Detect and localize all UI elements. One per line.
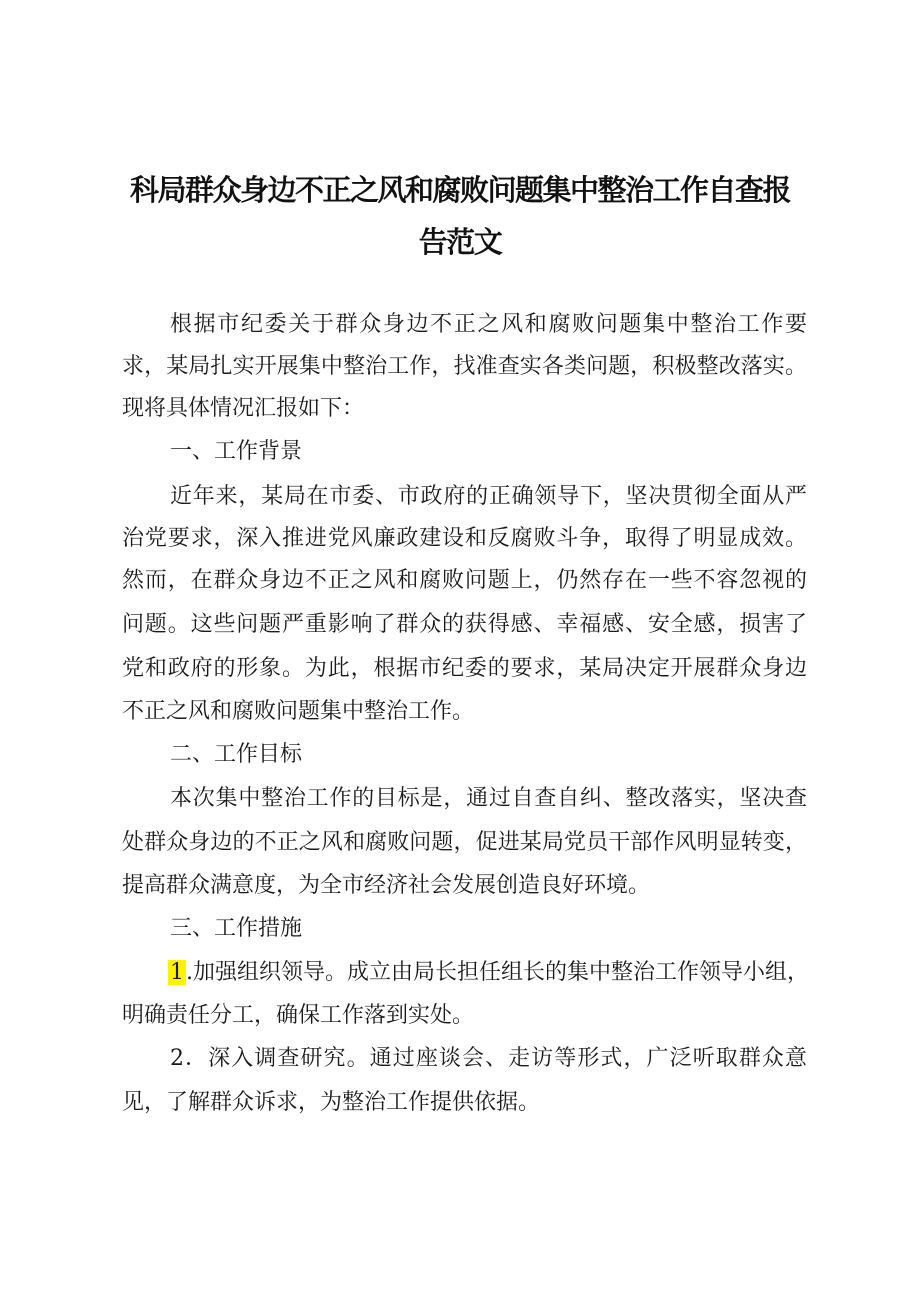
measure-2-line-2: 见，了解群众诉求，为整治工作提供依据。: [122, 1090, 541, 1115]
section-1-line-4: 问题。这些问题严重影响了群众的获得感、幸福感、安全感，损害了: [122, 612, 807, 637]
measure-1-line-1: [170, 958, 807, 988]
intro-line-3: 现将具体情况汇报如下：: [122, 396, 365, 421]
section-1-heading: 一、工作背景: [170, 439, 303, 464]
section-1-line-5: 党和政府的形象。为此，根据市纪委的要求，某局决定开展群众身边: [122, 656, 807, 681]
section-1-line-2: 治党要求，深入推进党风廉政建设和反腐败斗争，取得了明显成效。: [122, 526, 807, 551]
section-2-line-3: 提高群众满意度，为全市经济社会发展创造良好环境。: [122, 873, 651, 898]
measure-1-number-highlight: 1: [170, 960, 184, 985]
document-title-line-2: 告范文: [418, 225, 502, 259]
measure-2-line-1: 2．深入调查研究。通过座谈会、走访等形式，广泛听取群众意: [170, 1046, 807, 1071]
document-title-line-1: 科局群众身边不正之风和腐败问题集中整治工作自查报: [129, 173, 790, 207]
section-2-line-2: 处群众身边的不正之风和腐败问题，促进某局党员干部作风明显转变，: [122, 830, 807, 855]
section-3-heading: 三、工作措施: [170, 916, 303, 941]
intro-line-2: 求，某局扎实开展集中整治工作，找准查实各类问题，积极整改落实。: [122, 354, 807, 379]
section-1-line-1: 近年来，某局在市委、市政府的正确领导下，坚决贯彻全面从严: [170, 484, 807, 509]
section-2-line-1: 本次集中整治工作的目标是，通过自查自纠、整改落实，坚决查: [170, 786, 807, 811]
section-1-line-3: 然而，在群众身边不正之风和腐败问题上，仍然存在一些不容忽视的: [122, 568, 807, 593]
intro-line-1: 根据市纪委关于群众身边不正之风和腐败问题集中整治工作要: [170, 312, 807, 337]
section-1-line-6: 不正之风和腐败问题集中整治工作。: [122, 699, 475, 724]
section-2-heading: 二、工作目标: [170, 742, 303, 767]
measure-1-text: .加强组织领导。成立由局长担任组长的集中整治工作领导小组，: [186, 960, 809, 985]
measure-1-line-2: 明确责任分工，确保工作落到实处。: [122, 1003, 475, 1028]
